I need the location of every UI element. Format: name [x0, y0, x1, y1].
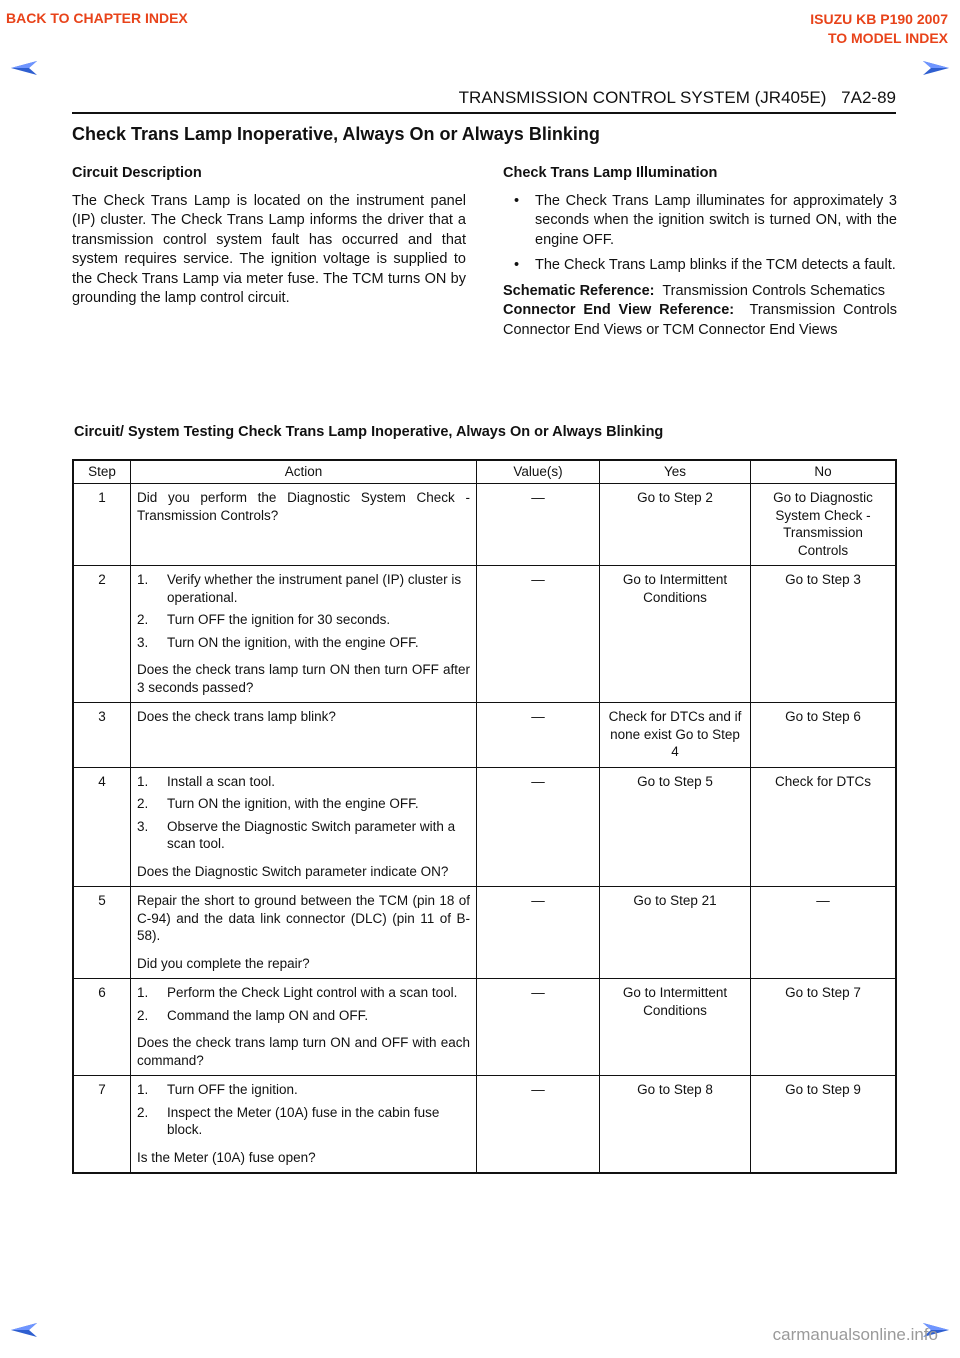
- model-index-links: [810, 10, 948, 48]
- header-section-title: TRANSMISSION CONTROL SYSTEM (JR405E): [458, 88, 827, 107]
- action-question: Does the check trans lamp turn ON then turn OFF after 3 seconds passed?: [137, 662, 470, 695]
- page-title: Check Trans Lamp Inoperative, Always On or Always Blinking: [72, 124, 600, 144]
- step-number: 7: [73, 1076, 131, 1174]
- action-cell: [131, 979, 477, 1076]
- yes-cell[interactable]: Go to Intermittent Conditions: [600, 566, 751, 703]
- yes-cell[interactable]: Go to Intermittent Conditions: [600, 979, 751, 1076]
- table-header-row: [73, 460, 896, 484]
- yes-cell[interactable]: Go to Step 8: [600, 1076, 751, 1174]
- list-item: 2. Turn ON the ignition, with the engine OFF.: [137, 796, 419, 811]
- action-cell: [131, 887, 477, 979]
- value-cell: —: [477, 767, 600, 887]
- schematic-reference-label: Schematic Reference:: [503, 282, 655, 299]
- no-cell[interactable]: Check for DTCs: [751, 767, 897, 887]
- lamp-illumination-heading: Check Trans Lamp Illumination: [503, 165, 718, 181]
- bullet-icon: •: [514, 257, 520, 273]
- list-item: 1. Install a scan tool.: [137, 773, 276, 789]
- column-header-no: No: [751, 460, 897, 484]
- table-row: [73, 566, 896, 703]
- action-question: Did you perform the Diagnostic System Check - Transmission Controls?: [137, 490, 470, 523]
- step-number: 3: [73, 703, 131, 768]
- action-instruction: Repair the short to ground between the TCM (pin 18 of C-94) and the data link connector (DLC) (pin 11 of B-58).: [137, 893, 470, 943]
- previous-page-arrow-icon-bottom[interactable]: [10, 1322, 38, 1338]
- value-cell: —: [477, 566, 600, 703]
- yes-cell[interactable]: Check for DTCs and if none exist Go to Step 4: [600, 703, 751, 768]
- list-item: • The Check Trans Lamp illuminates for approximately 3 seconds when the ignition switch is turned ON, with the engine OFF.: [514, 192, 897, 248]
- list-item: 1. Turn OFF the ignition.: [137, 1082, 298, 1097]
- list-item: 2. Inspect the Meter (10A) fuse in the cabin fuse block.: [137, 1104, 440, 1137]
- step-number: 6: [73, 979, 131, 1076]
- no-cell[interactable]: Go to Diagnostic System Check - Transmission Controls: [751, 484, 897, 566]
- action-question: Does the check trans lamp blink?: [137, 709, 336, 724]
- diagnostic-table: [72, 459, 897, 1174]
- next-page-arrow-icon[interactable]: [922, 60, 950, 76]
- connector-reference-label: Connector End View Reference:: [503, 302, 735, 318]
- table-row: [73, 979, 896, 1076]
- table-row: [73, 484, 896, 566]
- no-cell[interactable]: Go to Step 7: [751, 979, 897, 1076]
- to-model-index-link[interactable]: TO MODEL INDEX: [827, 30, 948, 46]
- circuit-description-heading: Circuit Description: [72, 165, 202, 181]
- table-row: [73, 1076, 896, 1174]
- value-cell: —: [477, 887, 600, 979]
- illumination-bullet-list: [503, 192, 897, 276]
- step-number: 5: [73, 887, 131, 979]
- yes-cell[interactable]: Go to Step 21: [600, 887, 751, 979]
- no-cell[interactable]: Go to Step 6: [751, 703, 897, 768]
- action-cell: [131, 484, 477, 566]
- action-list: [137, 984, 470, 1024]
- table-row: [73, 703, 896, 768]
- column-header-yes: Yes: [600, 460, 751, 484]
- schematic-reference: [503, 282, 897, 302]
- site-watermark: carmanualsonline.info: [772, 1325, 938, 1344]
- list-item: 1. Verify whether the instrument panel (IP) cluster is operational.: [137, 572, 462, 605]
- value-cell: —: [477, 1076, 600, 1174]
- action-list: [137, 571, 470, 651]
- action-cell: [131, 703, 477, 768]
- circuit-description-text: The Check Trans Lamp is located on the instrument panel (IP) cluster. The Check Trans Lamp informs the driver that a transmission control system fault has occurred and that system requires service. The ignition voltage is supplied to the Check Trans Lamp via meter fuse. The TCM turns ON by grounding the lamp control circuit.: [72, 192, 466, 306]
- action-question: Does the check trans lamp turn ON and OFF with each command?: [137, 1035, 470, 1068]
- model-title-link[interactable]: ISUZU KB P190 2007: [810, 11, 948, 27]
- value-cell: —: [477, 979, 600, 1076]
- list-item: 1. Perform the Check Light control with a scan tool.: [137, 985, 458, 1000]
- column-header-step: Step: [73, 460, 131, 484]
- column-header-action: Action: [131, 460, 477, 484]
- action-question: Did you complete the repair?: [137, 955, 310, 971]
- step-number: 4: [73, 767, 131, 887]
- connector-reference: [503, 301, 897, 340]
- list-item: 2. Command the lamp ON and OFF.: [137, 1007, 369, 1023]
- list-item: 3. Observe the Diagnostic Switch parameter with a scan tool.: [137, 818, 456, 851]
- circuit-description-section: [72, 164, 466, 309]
- no-cell: —: [751, 887, 897, 979]
- list-item: 2. Turn OFF the ignition for 30 seconds.: [137, 612, 391, 627]
- yes-cell[interactable]: Go to Step 5: [600, 767, 751, 887]
- step-number: 2: [73, 566, 131, 703]
- action-list: [137, 1081, 470, 1139]
- table-row: [73, 887, 896, 979]
- no-cell[interactable]: Go to Step 9: [751, 1076, 897, 1174]
- lamp-illumination-section: [503, 164, 897, 340]
- running-header: [72, 88, 896, 114]
- header-page-number: 7A2-89: [841, 88, 896, 107]
- action-question: Does the Diagnostic Switch parameter indicate ON?: [137, 863, 449, 879]
- bullet-icon: •: [514, 192, 520, 209]
- column-header-values: Value(s): [477, 460, 600, 484]
- action-list: [137, 773, 470, 853]
- no-cell[interactable]: Go to Step 3: [751, 566, 897, 703]
- list-item: 3. Turn ON the ignition, with the engine OFF.: [137, 634, 419, 650]
- step-number: 1: [73, 484, 131, 566]
- schematic-reference-link[interactable]: Transmission Controls Schematics: [662, 282, 885, 299]
- action-cell: [131, 566, 477, 703]
- list-item: • The Check Trans Lamp blinks if the TCM detects a fault.: [503, 256, 897, 276]
- value-cell: —: [477, 484, 600, 566]
- action-cell: [131, 767, 477, 887]
- table-row: [73, 767, 896, 887]
- previous-page-arrow-icon[interactable]: [10, 60, 38, 76]
- table-title: Circuit/ System Testing Check Trans Lamp Inoperative, Always On or Always Blinking: [74, 424, 664, 440]
- connector-reference-link[interactable]: Transmission Controls Connector End Views or TCM Connector End Views: [503, 302, 898, 338]
- action-question: Is the Meter (10A) fuse open?: [137, 1149, 316, 1165]
- back-to-chapter-index-link[interactable]: BACK TO CHAPTER INDEX: [6, 10, 188, 26]
- value-cell: —: [477, 703, 600, 768]
- action-cell: [131, 1076, 477, 1174]
- yes-cell[interactable]: Go to Step 2: [600, 484, 751, 566]
